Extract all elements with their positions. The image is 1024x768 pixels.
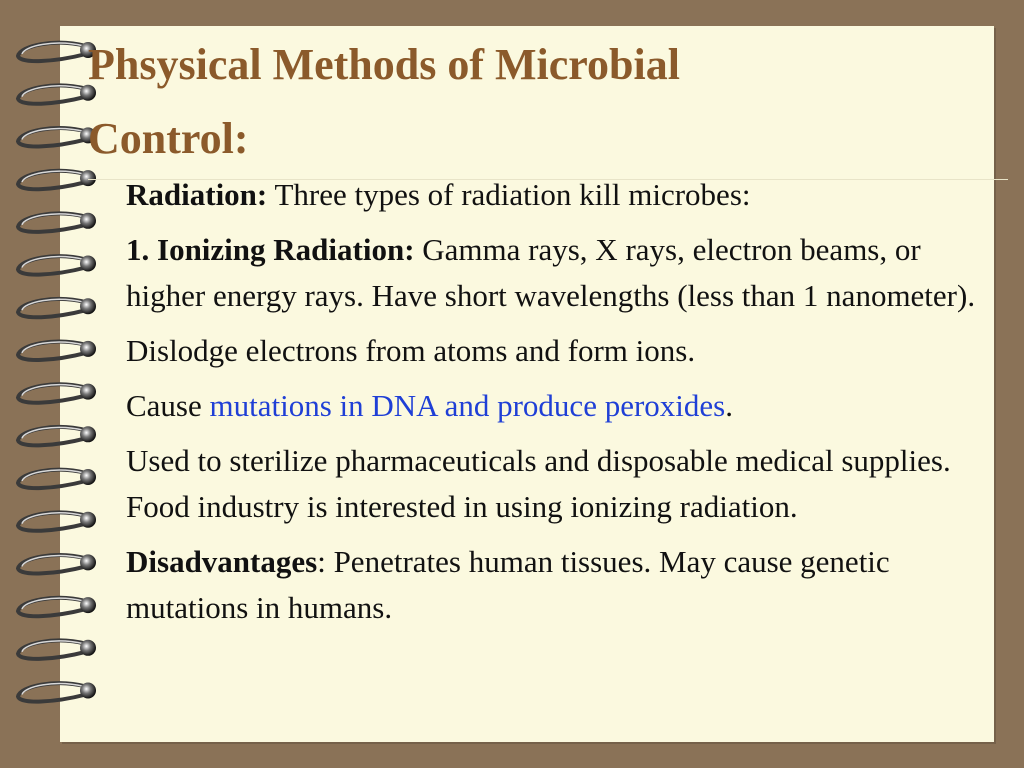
spiral-ring (18, 170, 96, 189)
spiral-ring (18, 213, 96, 232)
spiral-ring (18, 384, 96, 403)
bullet-text: Cause (126, 388, 210, 423)
spiral-ring (18, 597, 96, 616)
bullet-text: Dislodge electrons from atoms and form ions. (126, 333, 696, 368)
spiral-ring (18, 298, 96, 317)
spiral-ring (18, 42, 96, 61)
bullet-cause-mutations (126, 383, 996, 429)
bullet-radiation (126, 172, 996, 218)
bullet-ionizing-radiation (126, 227, 996, 319)
bullet-text: Three types of radiation kill microbes: (267, 177, 751, 212)
spiral-ring (18, 127, 96, 146)
spiral-ring (18, 426, 96, 445)
bullet-bold: Disadvantages (126, 544, 318, 579)
spiral-ring (18, 256, 96, 275)
bullet-sterilize-uses (126, 438, 996, 530)
title-line-1: Phsysical Methods of Microbial (88, 40, 680, 89)
highlighted-text: mutations in DNA and produce peroxides (209, 388, 726, 423)
title-line-2: Control: (88, 114, 249, 163)
bullet-disadvantages (126, 539, 996, 631)
spiral-ring (18, 640, 96, 659)
spiral-ring (18, 512, 96, 531)
bullet-bold: 1. Ionizing Radiation: (126, 232, 415, 267)
bullet-text: : Penetrates human tissues. May cause genetic mutations in humans. (126, 544, 890, 625)
spiral-ring (18, 469, 96, 488)
bullet-list (126, 172, 996, 640)
spiral-ring (18, 85, 96, 104)
spiral-ring (18, 683, 96, 702)
bullet-text: Gamma rays, X rays, electron beams, or higher energy rays. Have short wavelengths (less than 1 nanometer). (126, 232, 976, 313)
bullet-dislodge-electrons (126, 328, 996, 374)
spiral-ring (18, 341, 96, 360)
bullet-text: Used to sterilize pharmaceuticals and disposable medical supplies. Food industry is interested in using ionizing radiation. (126, 443, 951, 524)
bullet-text: . (725, 388, 733, 423)
spiral-ring (18, 554, 96, 573)
bullet-bold: Radiation: (126, 177, 268, 212)
slide-title (88, 28, 888, 176)
